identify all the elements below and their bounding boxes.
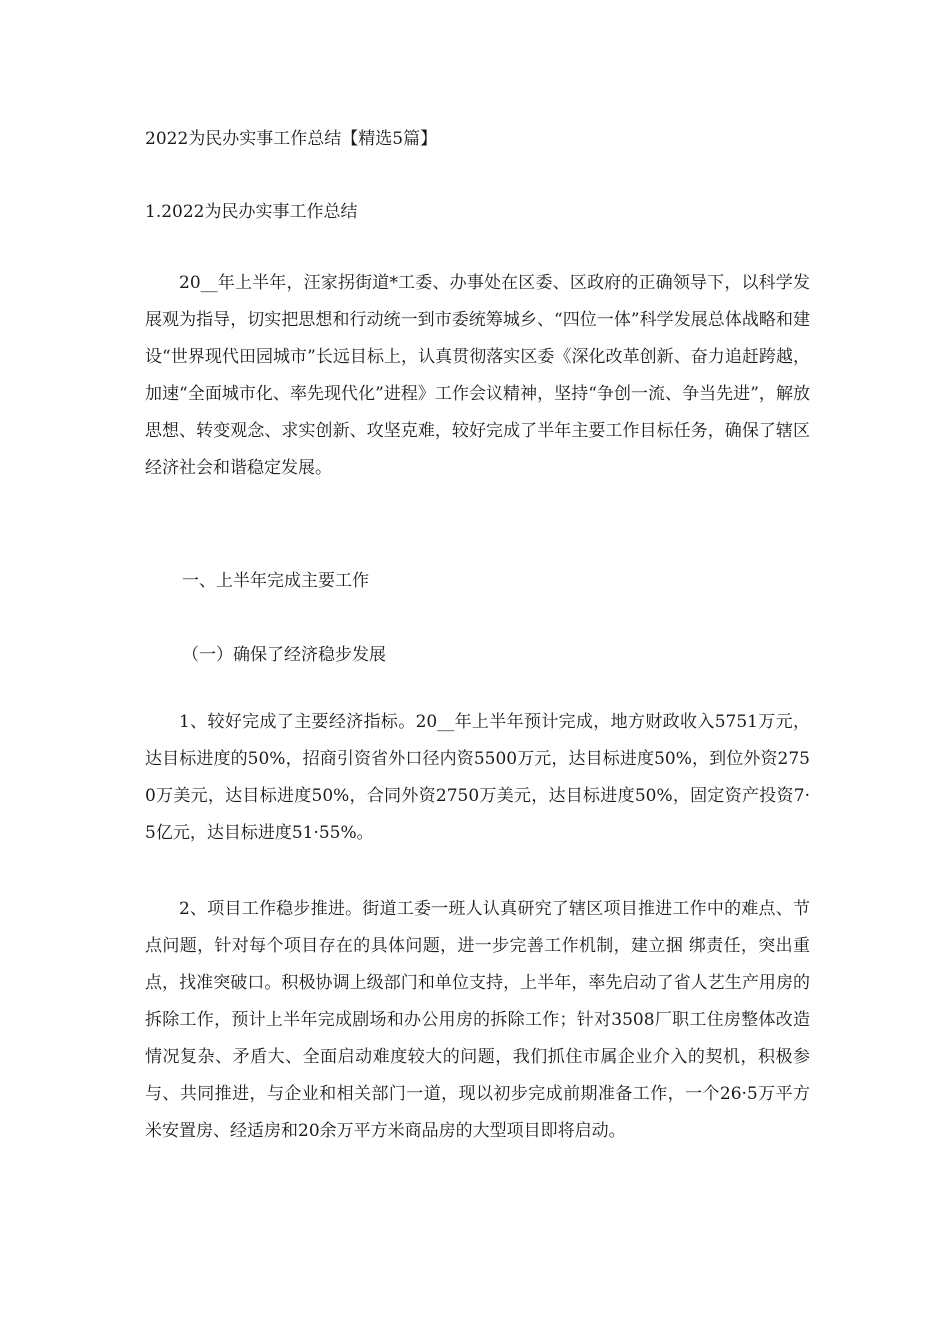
item-1-paragraph: 1、较好完成了主要经济指标。20__年上半年预计完成，地方财政收入5751万元，达目标进度的50%，招商引资省外口径内资5500万元，达目标进度50%，到位外资2750万美元，达目标进度50%，合同外资2750万美元，达目标进度50%，固定资产投资7·5亿元，达目标进度51·55%。 (145, 712, 810, 843)
heading-1: 一、上半年完成主要工作 (182, 571, 369, 591)
section-title: 1.2022为民办实事工作总结 (145, 202, 358, 222)
item-2-paragraph: 2、项目工作稳步推进。街道工委一班人认真研究了辖区项目推进工作中的难点、节点问题，针对每个项目存在的具体问题，进一步完善工作机制，建立捆 绑责任，突出重点，找准突破口。积极协调上级部门和单位支持，上半年，率先启动了省人艺生产用房的拆除工作，预计上半年完成剧场和办公用房的拆除工作；针对3508厂职工住房整体改造情况复杂、矛盾大、全面启动难度较大的问题，我们抓住市属企业介入的契机，积极参与、共同推进，与企业和相关部门一道，现以初步完成前期准备工作，一个26·5万平方米安置房、经适房和20余万平方米商品房的大型项目即将启动。 (145, 899, 810, 1141)
intro-paragraph: 20__年上半年，汪家拐街道*工委、办事处在区委、区政府的正确领导下，以科学发展观为指导，切实把思想和行动统一到市委统筹城乡、“四位一体”科学发展总体战略和建设“世界现代田园城市”长远目标上，认真贯彻落实区委《深化改革创新、奋力追赶跨越，加速“全面城市化、率先现代化”进程》工作会议精神，坚持“争创一流、争当先进”，解放思想、转变观念、求实创新、攻坚克难，较好完成了半年主要工作目标任务，确保了辖区经济社会和谐稳定发展。 (145, 273, 810, 478)
subheading-1: （一）确保了经济稳步发展 (182, 645, 386, 665)
document-title: 2022为民办实事工作总结【精选5篇】 (145, 129, 438, 149)
